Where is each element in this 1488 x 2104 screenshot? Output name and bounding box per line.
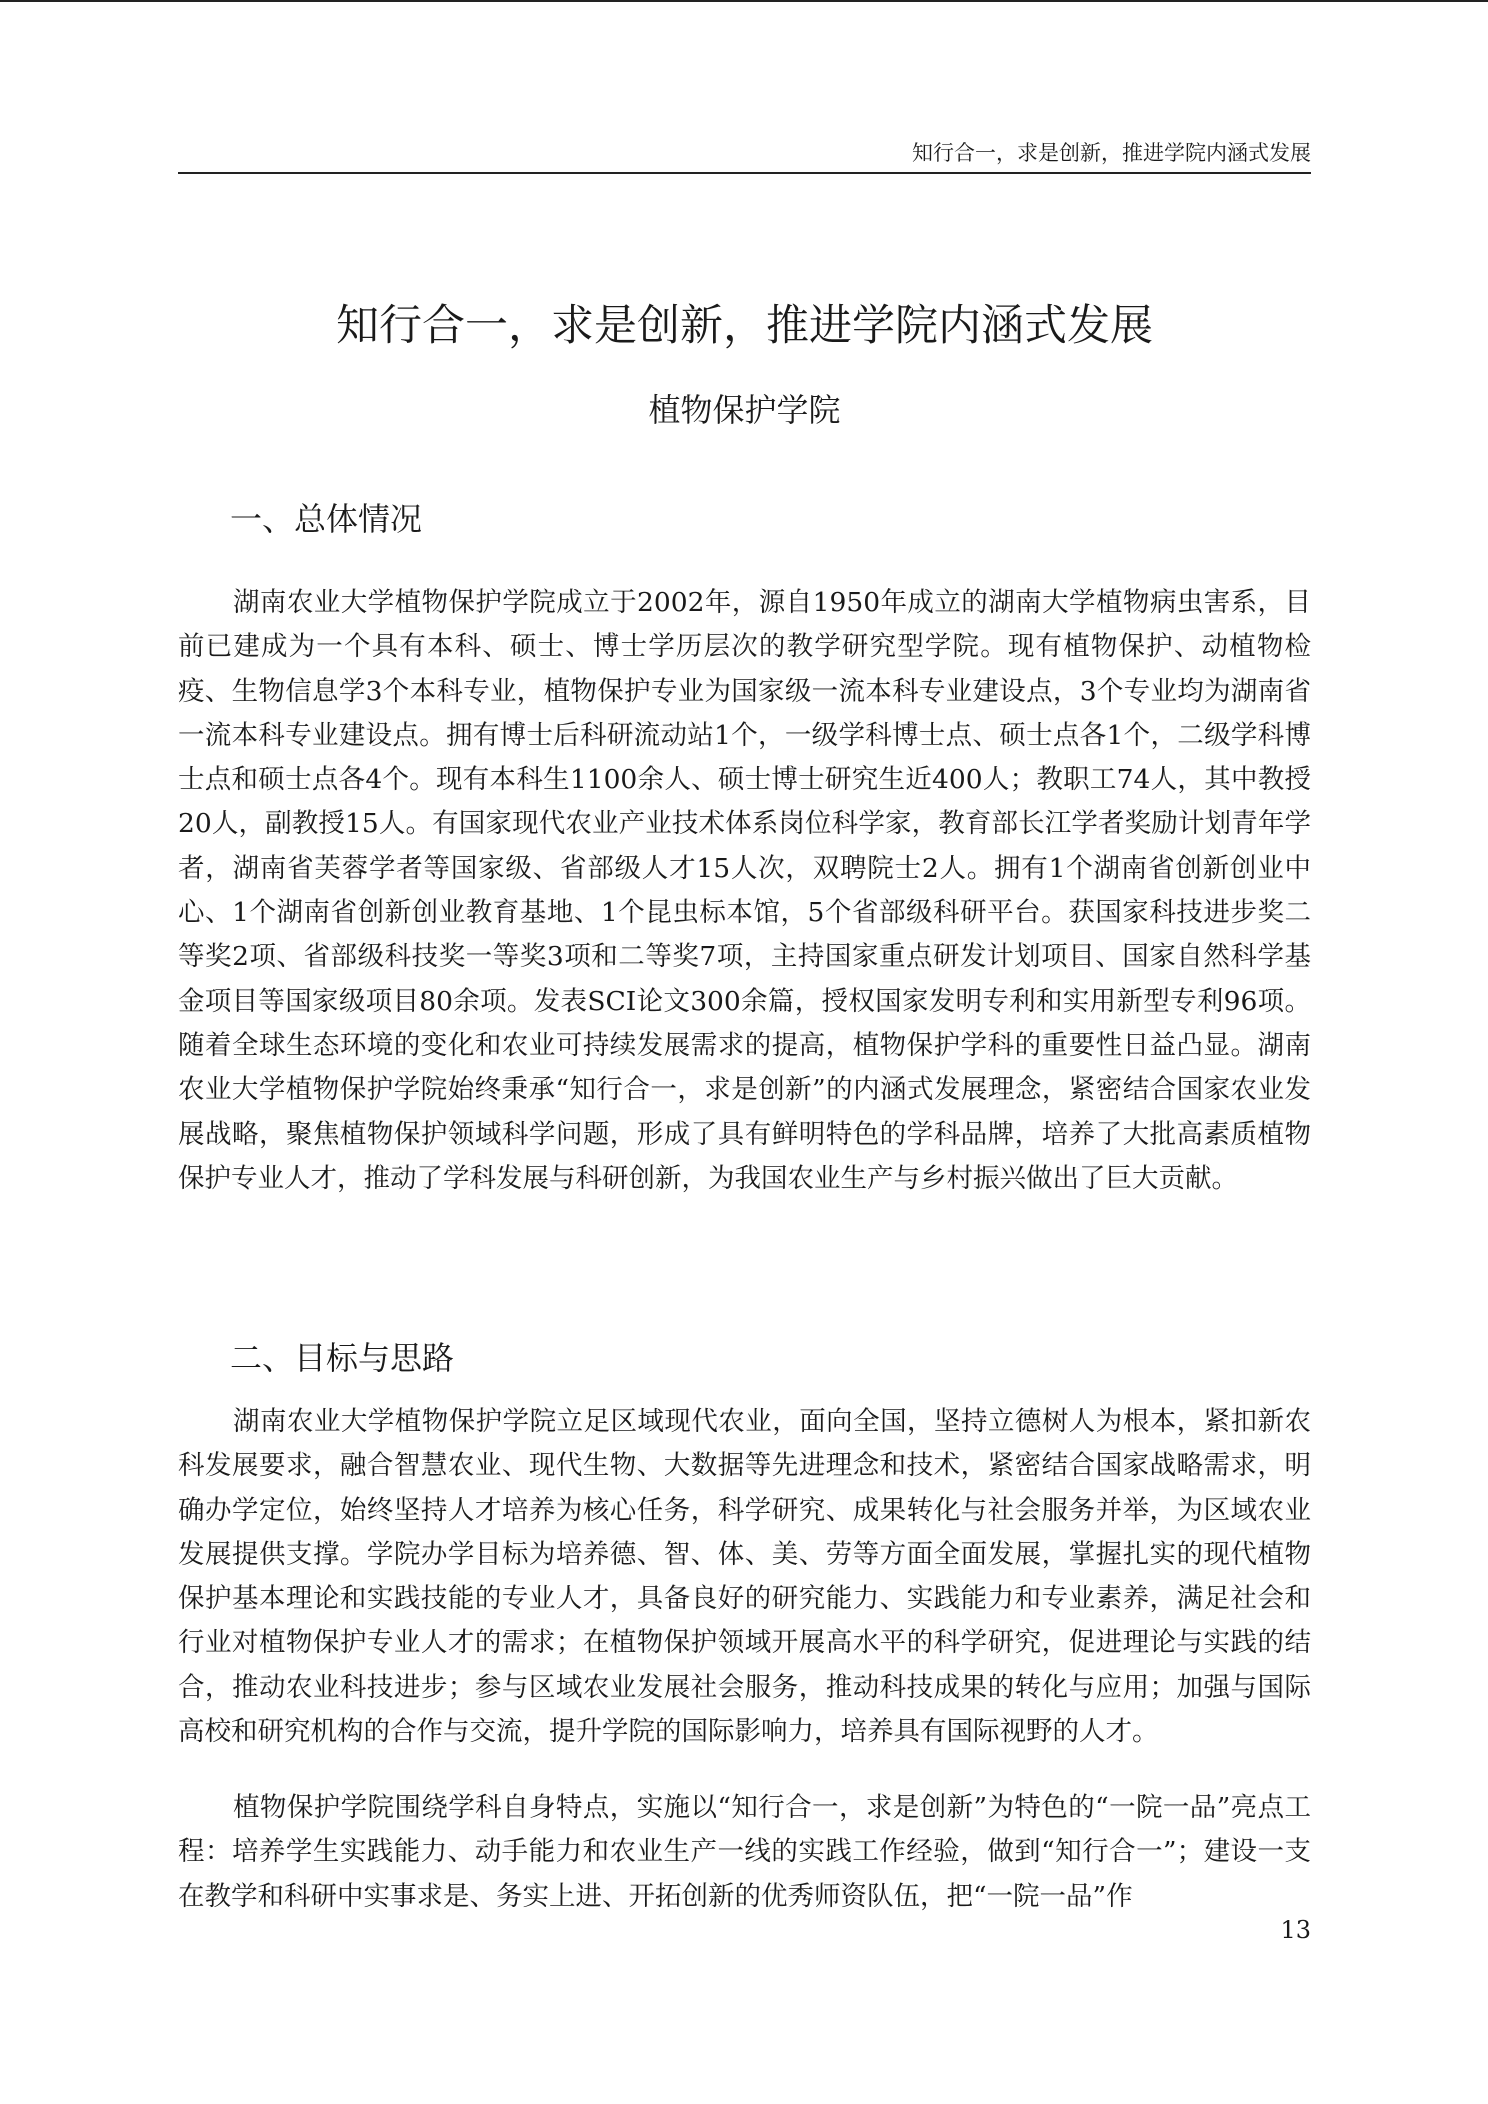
section-heading-goals: 二、目标与思路 <box>230 1339 455 1377</box>
paragraph-goals-2: 植物保护学院围绕学科自身特点，实施以“知行合一，求是创新”为特色的“一院一品”亮点工程：培养学生实践能力、动手能力和农业生产一线的实践工作经验，做到“知行合一”；建设一支在教学和科研中实事求是、务实上进、开拓创新的优秀师资队伍，把“一院一品”作 <box>178 1792 1311 1912</box>
header-rule <box>178 172 1311 174</box>
page-number: 13 <box>1280 1916 1311 1944</box>
paragraph-overview: 湖南农业大学植物保护学院成立于2002年，源自1950年成立的湖南大学植物病虫害系，目前已建成为一个具有本科、硕士、博士学历层次的教学研究型学院。现有植物保护、动植物检疫、生物信息学3个本科专业，植物保护专业为国家级一流本科专业建设点，3个专业均为湖南省一流本科专业建设点。拥有博士后科研流动站1个，一级学科博士点、硕士点各1个，二级学科博士点和硕士点各4个。现有本科生1100余人、硕士博士研究生近400人；教职工74人，其中教授20人，副教授15人。有国家现代农业产业技术体系岗位科学家，教育部长江学者奖励计划青年学者，湖南省芙蓉学者等国家级、省部级人才15人次，双聘院士2人。拥有1个湖南省创新创业中心、1个湖南省创新创业教育基地、1个昆虫标本馆，5个省部级科研平台。获国家科技进步奖二等奖2项、省部级科技奖一等奖3项和二等奖7项，主持国家重点研发计划项目、国家自然科学基金项目等国家级项目80余项。发表SCI论文300余篇，授权国家发明专利和实用新型专利96项。随着全球生态环境的变化和农业可持续发展需求的提高，植物保护学科的重要性日益凸显。湖南农业大学植物保护学院始终秉承“知行合一，求是创新”的内涵式发展理念，紧密结合国家农业发展战略，聚焦植物保护领域科学问题，形成了具有鲜明特色的学科品牌，培养了大批高素质植物保护专业人才，推动了学科发展与科研创新，为我国农业生产与乡村振兴做出了巨大贡献。 <box>178 587 1311 1194</box>
paragraph-goals-1: 湖南农业大学植物保护学院立足区域现代农业，面向全国，坚持立德树人为根本，紧扣新农科发展要求，融合智慧农业、现代生物、大数据等先进理念和技术，紧密结合国家战略需求，明确办学定位，始终坚持人才培养为核心任务，科学研究、成果转化与社会服务并举，为区域农业发展提供支撑。学院办学目标为培养德、智、体、美、劳等方面全面发展，掌握扎实的现代植物保护基本理论和实践技能的专业人才，具备良好的研究能力、实践能力和专业素养，满足社会和行业对植物保护专业人才的需求；在植物保护领域开展高水平的科学研究，促进理论与实践的结合，推动农业科技进步；参与区域农业发展社会服务，推动科技成果的转化与应用；加强与国际高校和研究机构的合作与交流，提升学院的国际影响力，培养具有国际视野的人才。 <box>178 1406 1311 1748</box>
document-title: 知行合一，求是创新，推进学院内涵式发展 <box>336 301 1153 351</box>
running-header: 知行合一，求是创新，推进学院内涵式发展 <box>912 141 1311 165</box>
document-subtitle: 植物保护学院 <box>648 391 841 429</box>
page-top-border <box>0 0 1488 2</box>
section-heading-overview: 一、总体情况 <box>230 500 423 538</box>
